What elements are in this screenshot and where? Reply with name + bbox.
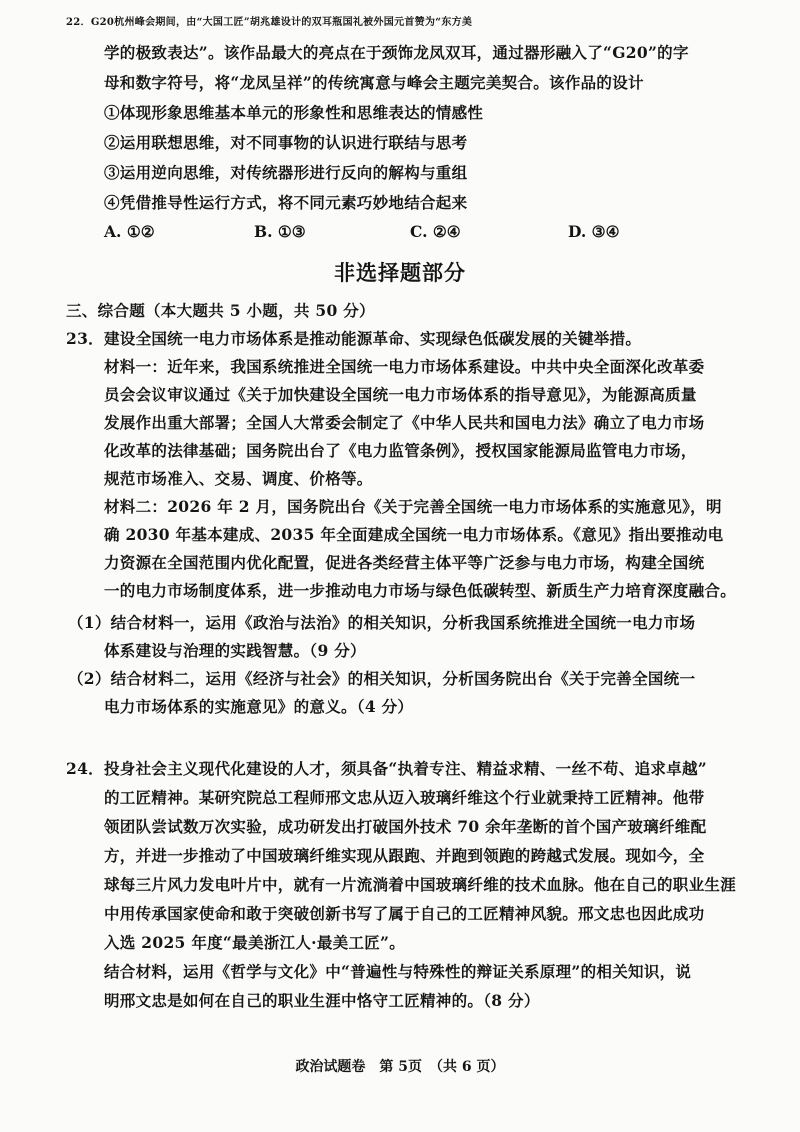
q23-material-2: 确 2030 年基本建成、2035 年全面建成全国统一电力市场体系。《意见》指出要推动电 [104,525,724,544]
q24-line: 入选 2025 年度“最美浙江人·最美工匠”。 [104,933,406,952]
q24-task: 明邢文忠是如何在自己的职业生涯中恪守工匠精神的。（8 分） [104,991,540,1010]
q22-line: 母和数字符号，将“龙凤呈祥”的传统寓意与峰会主题完美契合。该作品的设计 [104,73,644,92]
q23-material-1: 发展作出重大部署；全国人大常委会制定了《中华人民共和国电力法》确立了电力市场 [104,413,705,432]
q23-subquestion-1: 体系建设与治理的实践智慧。（9 分） [104,641,366,660]
q23-material-2: 力资源在全国范围内优化配置，促进各类经营主体平等广泛参与电力市场，构建全国统 [104,553,705,572]
q24-line: 领团队尝试数万次实验，成功研发出打破国外技术 70 余年垄断的首个国产玻璃纤维配 [104,817,707,836]
q24-line: 24．投身社会主义现代化建设的人才，须具备“执着专注、精益求精、一丝不苟、追求卓越” [66,759,708,778]
q22-statement: ②运用联想思维，对不同事物的认识进行联结与思考 [104,133,468,152]
section-title: 非选择题部分 [334,261,466,285]
option-d[interactable]: D. ③④ [568,222,620,241]
option-a[interactable]: A. ①② [104,222,155,241]
q23-material-1: 化改革的法律基础；国务院出台了《电力监管条例》，授权国家能源局监管电力市场， [104,441,697,460]
section-heading: 三、综合题（本大题共 5 小题，共 50 分） [66,301,375,320]
q23-material-1: 员会会议审议通过《关于加快建设全国统一电力市场体系的指导意见》，为能源高质量 [104,385,697,404]
q24-line: 中用传承国家使命和敢于突破创新书写了属于自己的工匠精神风貌。邢文忠也因此成功 [104,904,705,923]
option-c[interactable]: C. ②④ [410,222,461,241]
q23-subquestion-2: （2）结合材料二，运用《经济与社会》的相关知识，分析国务院出台《关于完善全国统一 [68,669,696,688]
q23-subquestion-2: 电力市场体系的实施意见》的意义。（4 分） [104,697,414,716]
q23-material-1: 材料一：近年来，我国系统推进全国统一电力市场体系建设。中共中央全面深化改革委 [104,357,705,376]
q22-line: 22．G20杭州峰会期间，由“大国工匠”胡兆雄设计的双耳瓶国礼被外国元首赞为“东方美 [66,17,473,28]
q23-stem: 23．建设全国统一电力市场体系是推动能源革命、实现绿色低碳发展的关键举措。 [66,329,642,348]
q22-line: 学的极致表达”。该作品最大的亮点在于颈饰龙凤双耳，通过器形融入了“G20”的字 [104,43,689,62]
q23-material-1: 规范市场准入、交易、调度、价格等。 [104,469,373,488]
q22-statement: ③运用逆向思维，对传统器形进行反向的解构与重组 [104,163,468,182]
q24-line: 球每三片风力发电叶片中，就有一片流淌着中国玻璃纤维的技术血脉。他在自己的职业生涯 [104,875,737,894]
q22-statement: ①体现形象思维基本单元的形象性和思维表达的情感性 [104,103,484,122]
q23-material-2: 一的电力市场制度体系，进一步推动电力市场与绿色低碳转型、新质生产力培育深度融合。 [104,581,737,600]
q22-statement: ④凭借推导性运行方式，将不同元素巧妙地结合起来 [104,193,468,212]
q23-material-2: 材料二：2026 年 2 月，国务院出台《关于完善全国统一电力市场体系的实施意见》，明 [104,497,722,516]
q22-options [0,222,800,244]
q23-subquestion-1: （1）结合材料一，运用《政治与法治》的相关知识，分析我国系统推进全国统一电力市场 [68,613,696,632]
q24-task: 结合材料，运用《哲学与文化》中“普遍性与特殊性的辩证关系原理”的相关知识，说 [104,962,692,981]
page-footer: 政治试题卷 第 5页 （共 6 页） [295,1059,505,1075]
q24-line: 的工匠精神。某研究院总工程师邢文忠从迈入玻璃纤维这个行业就秉持工匠精神。他带 [104,788,705,807]
q24-line: 方，并进一步推动了中国玻璃纤维实现从跟跑、并跑到领跑的跨越式发展。现如今，全 [104,846,705,865]
option-b[interactable]: B. ①③ [254,222,306,241]
